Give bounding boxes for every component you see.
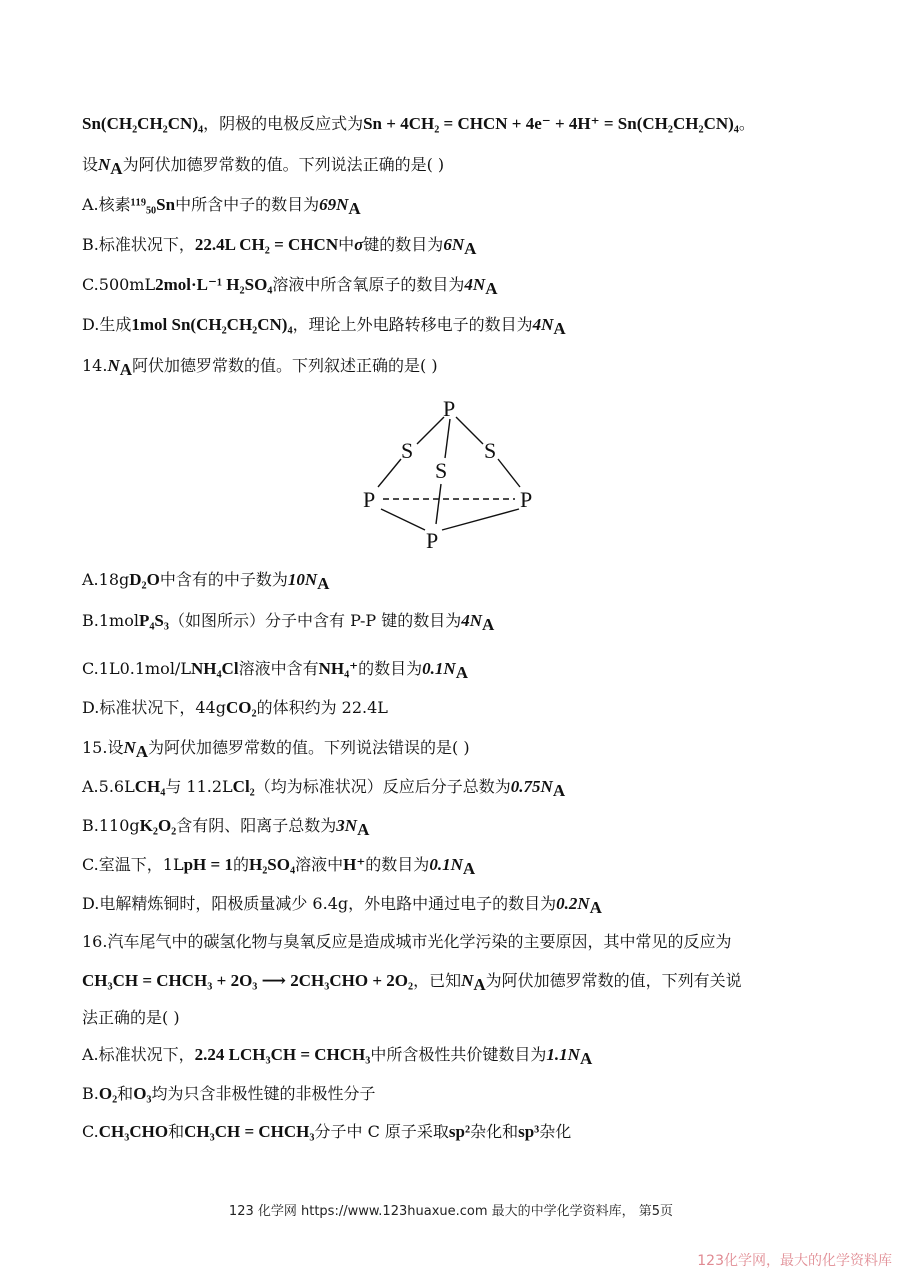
line-8: B.1molP₄S₃（如图所示）分子中含有 P-P 键的数目为$4N_A$ bbox=[82, 611, 495, 635]
atom-s-right: S bbox=[484, 438, 497, 463]
line-0: Sn(CH₂CH₂CN)₄，阴极的电极反应式为Sn + 4CH₂ = CHCN + 4e⁻ + 4H⁺ = Sn(CH₂CH₂CN)₄。 bbox=[82, 114, 755, 133]
line-15: D.电解精炼铜时，阳极质量减少 6.4g，外电路中通过电子的数目为$0.2N_A$ bbox=[82, 894, 602, 918]
line-13: B.110gK₂O₂含有阴、阳离子总数为$3N_A$ bbox=[82, 816, 370, 840]
line-12: A.5.6LCH₄与 11.2LCl₂（均为标准状况）反应后分子总数为$0.75N_A$ bbox=[82, 777, 566, 801]
p4s3-structure-diagram bbox=[355, 392, 555, 557]
line-21: C.CH₃CHO和CH₃CH = CHCH₃分子中 C 原子采取sp²杂化和sp³杂化 bbox=[82, 1122, 572, 1141]
line-2: A.核素¹¹⁹₅₀Sn中所含中子的数目为$69N_A$ bbox=[82, 195, 361, 219]
atom-s-middle: S bbox=[435, 458, 448, 483]
line-1: 设$N_A$为阿伏加德罗常数的值。下列说法正确的是( ) bbox=[82, 155, 445, 179]
line-19: A.标准状况下，2.24 LCH₃CH = CHCH₃中所含极性共价键数目为$1.1N_A$ bbox=[82, 1045, 593, 1069]
line-10: D.标准状况下，44gCO₂的体积约为 22.4L bbox=[82, 698, 388, 717]
watermark: 123化学网，最大的化学资料库 bbox=[697, 1253, 892, 1269]
line-5: D.生成1mol Sn(CH₂CH₂CN)₄，理论上外电路转移电子的数目为$4N_A$ bbox=[82, 315, 566, 339]
line-6: $14.N_A$阿伏加德罗常数的值。下列叙述正确的是( ) bbox=[82, 356, 438, 380]
line-16: 16.汽车尾气中的碳氢化物与臭氧反应是造成城市光化学污染的主要原因，其中常见的反应为 bbox=[82, 932, 732, 951]
line-11: 15.设$N_A$为阿伏加德罗常数的值。下列说法错误的是( ) bbox=[82, 738, 470, 762]
atom-p-top: P bbox=[443, 396, 456, 421]
line-9: C.1L0.1mol/LNH₄Cl溶液中含有NH₄⁺的数目为$0.1N_A$ bbox=[82, 659, 468, 683]
atom-s-left: S bbox=[401, 438, 414, 463]
line-7: A.18gD₂O中含有的中子数为$10N_A$ bbox=[82, 570, 330, 594]
atom-p-right: P bbox=[520, 487, 533, 512]
line-14: C.室温下，1LpH = 1的H₂SO₄溶液中H⁺的数目为$0.1N_A$ bbox=[82, 855, 476, 879]
line-4: C.500mL2mol·L⁻¹ H₂SO₄溶液中所含氧原子的数目为$4N_A$ bbox=[82, 275, 498, 299]
atom-p-bottom: P bbox=[426, 528, 439, 553]
line-18: 法正确的是( ) bbox=[82, 1008, 180, 1027]
line-3: B.标准状况下，22.4L CH₂ = CHCN中σ键的数目为$6N_A$ bbox=[82, 235, 477, 259]
atom-p-left: P bbox=[363, 487, 376, 512]
line-20: B.O₂和O₃均为只含非极性键的非极性分子 bbox=[82, 1084, 376, 1103]
page-footer: 123 化学网 https://www.123huaxue.com 最大的中学化学资料库， 第5页 bbox=[228, 1204, 674, 1219]
line-17: CH₃CH = CHCH₃ + 2O₃ ⟶ 2CH₃CHO + 2O₂，已知$N_A$为阿伏加德罗常数的值，下列有关说 bbox=[82, 971, 742, 995]
